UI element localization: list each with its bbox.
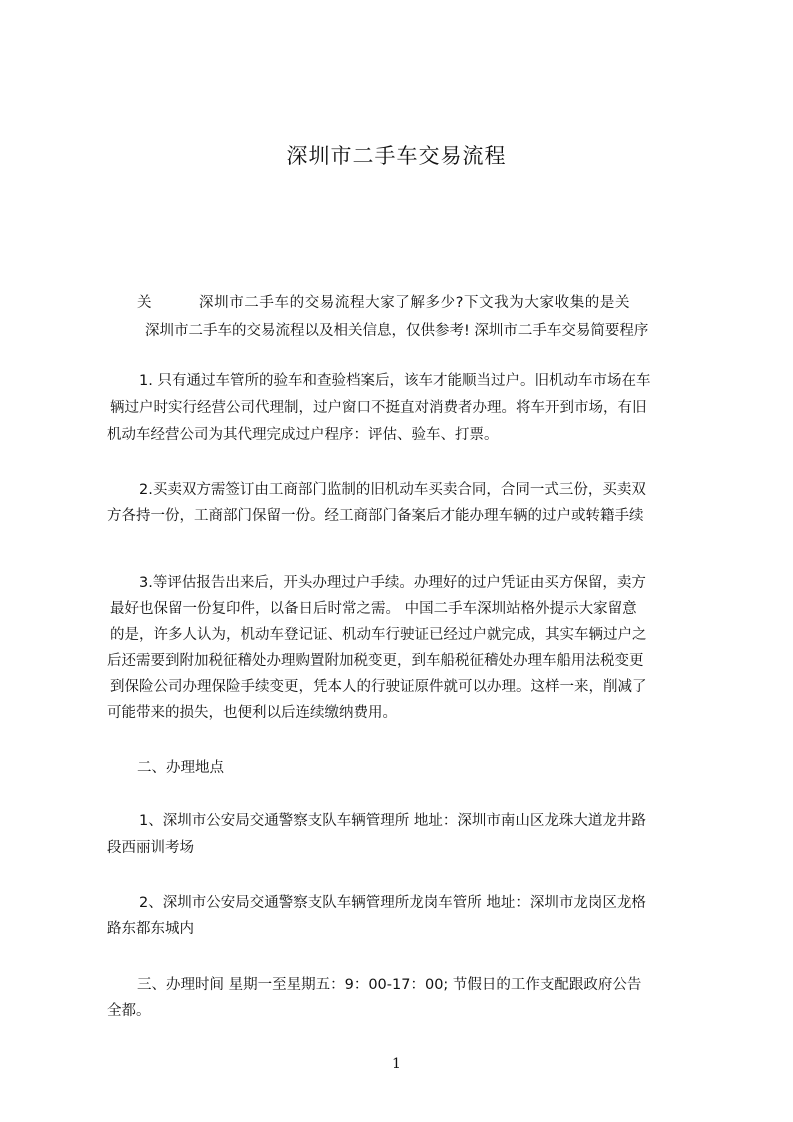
location-1-line-1: 1、深圳市公安局交通警察支队车辆管理所 地址：深圳市南山区龙珠大道龙井路 <box>139 813 646 829</box>
paragraph-3-line-6: 可能带来的损失，也便利以后连续缴纳费用。 <box>107 705 397 721</box>
paragraph-1-line-3: 机动车经营公司为其代理完成过户程序：评估、验车、打票。 <box>107 427 499 443</box>
paragraph-3-line-5: 到保险公司办理保险手续变更，凭本人的行驶证原件就可以办理。这样一来，削减了 <box>110 679 647 695</box>
paragraph-3-line-1: 3.等评估报告出来后，开头办理过户手续。办理好的过户凭证由买方保留，卖方 <box>139 575 646 591</box>
intro-paragraph <box>137 291 727 351</box>
section-3-line-2: 全都。 <box>107 1003 151 1019</box>
section-3-line-1: 三、办理时间 星期一至星期五：9：00-17：00; 节假日的工作支配跟政府公告 <box>137 977 642 993</box>
location-2-line-2: 路东都东城内 <box>107 921 194 937</box>
document-title: 深圳市二手车交易流程 <box>286 144 507 168</box>
paragraph-3-line-3: 的是，许多人认为，机动车登记证、机动车行驶证已经过户就完成，其实车辆过户之 <box>110 627 647 643</box>
paragraph-3-line-2: 最好也保留一份复印件，以备日后时常之需。 中国二手车深圳站格外提示大家留意 <box>110 601 637 617</box>
paragraph-2-line-1: 2.买卖双方需签订由工商部门监制的旧机动车买卖合同，合同一式三份，买卖双 <box>139 482 646 498</box>
paragraph-2-line-2: 方各持一份，工商部门保留一份。经工商部门备案后才能办理车辆的过户或转籍手续 <box>107 508 644 524</box>
location-2-line-1: 2、深圳市公安局交通警察支队车辆管理所龙岗车管所 地址：深圳市龙岗区龙格 <box>139 895 646 911</box>
page-number: 1 <box>392 1056 401 1072</box>
intro-line-2: 深圳市二手车的交易流程以及相关信息，仅供参考! 深圳市二手车交易简要程序 <box>145 323 649 339</box>
intro-line-1: 深圳市二手车的交易流程大家了解多少?下文我为大家收集的是关 <box>199 295 631 311</box>
intro-lead-word: 关 <box>137 295 152 311</box>
paragraph-1-line-1: 1. 只有通过车管所的验车和查验档案后，该车才能顺当过户。旧机动车市场在车 <box>139 373 651 389</box>
paragraph-3-line-4: 后还需要到附加税征稽处办理购置附加税变更，到车船税征稽处办理车船用法税变更 <box>107 653 644 669</box>
location-1-line-2: 段西丽训考场 <box>107 840 194 856</box>
paragraph-1-line-2: 辆过户时实行经营公司代理制，过户窗口不挺直对消费者办理。将车开到市场，有旧 <box>110 400 647 416</box>
section-2-heading: 二、办理地点 <box>137 760 224 776</box>
